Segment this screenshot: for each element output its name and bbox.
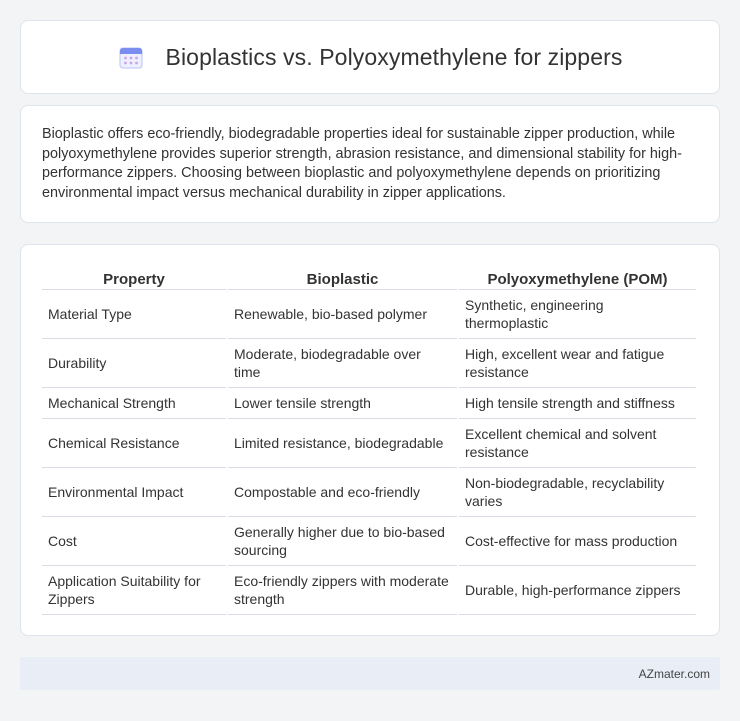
row-property: Mechanical Strength (42, 388, 226, 419)
page-title: Bioplastics vs. Polyoxymethylene for zippers (165, 43, 623, 70)
row-bioplastic: Lower tensile strength (228, 388, 457, 419)
table-row (42, 388, 696, 419)
row-pom: High, excellent wear and fatigue resistance (459, 339, 696, 388)
row-pom: Excellent chemical and solvent resistance (459, 419, 696, 468)
row-bioplastic: Moderate, biodegradable over time (228, 339, 457, 388)
row-property: Cost (42, 517, 226, 566)
row-property: Chemical Resistance (42, 419, 226, 468)
header-property: Property (42, 263, 226, 290)
table-row (42, 419, 696, 468)
row-pom: Synthetic, engineering thermoplastic (459, 290, 696, 339)
intro-card (20, 105, 720, 223)
intro-text: Bioplastic offers eco-friendly, biodegradable properties ideal for sustainable zipper production, while polyoxymethylene provides superior strength, abrasion resistance, and dimensional stability for high-performance zippers. Choosing between bioplastic and polyoxymethylene depends on prioritizing environmental impact versus mechanical durability in zipper applications. (42, 126, 682, 201)
row-property: Application Suitability for Zippers (42, 566, 226, 615)
row-bioplastic: Eco-friendly zippers with moderate strength (228, 566, 457, 615)
comparison-card (20, 244, 720, 636)
row-pom: Cost-effective for mass production (459, 517, 696, 566)
title-card (20, 20, 720, 94)
row-pom: Non-biodegradable, recyclability varies (459, 468, 696, 517)
row-property: Material Type (42, 290, 226, 339)
row-bioplastic: Renewable, bio-based polymer (228, 290, 457, 339)
row-pom: High tensile strength and stiffness (459, 388, 696, 419)
header-pom: Polyoxymethylene (POM) (459, 263, 696, 290)
row-bioplastic: Generally higher due to bio-based sourcing (228, 517, 457, 566)
table-row (42, 468, 696, 517)
footer-bar (20, 657, 720, 690)
table-row (42, 290, 696, 339)
calendar-icon (118, 44, 144, 70)
row-property: Environmental Impact (42, 468, 226, 517)
row-bioplastic: Compostable and eco-friendly (228, 468, 457, 517)
table-header-row (42, 263, 696, 290)
row-property: Durability (42, 339, 226, 388)
header-bioplastic: Bioplastic (228, 263, 457, 290)
table-row (42, 517, 696, 566)
table-row (42, 339, 696, 388)
row-pom: Durable, high-performance zippers (459, 566, 696, 615)
footer-brand[interactable]: AZmater.com (638, 666, 710, 681)
comparison-table (40, 263, 698, 615)
table-row (42, 566, 696, 615)
row-bioplastic: Limited resistance, biodegradable (228, 419, 457, 468)
